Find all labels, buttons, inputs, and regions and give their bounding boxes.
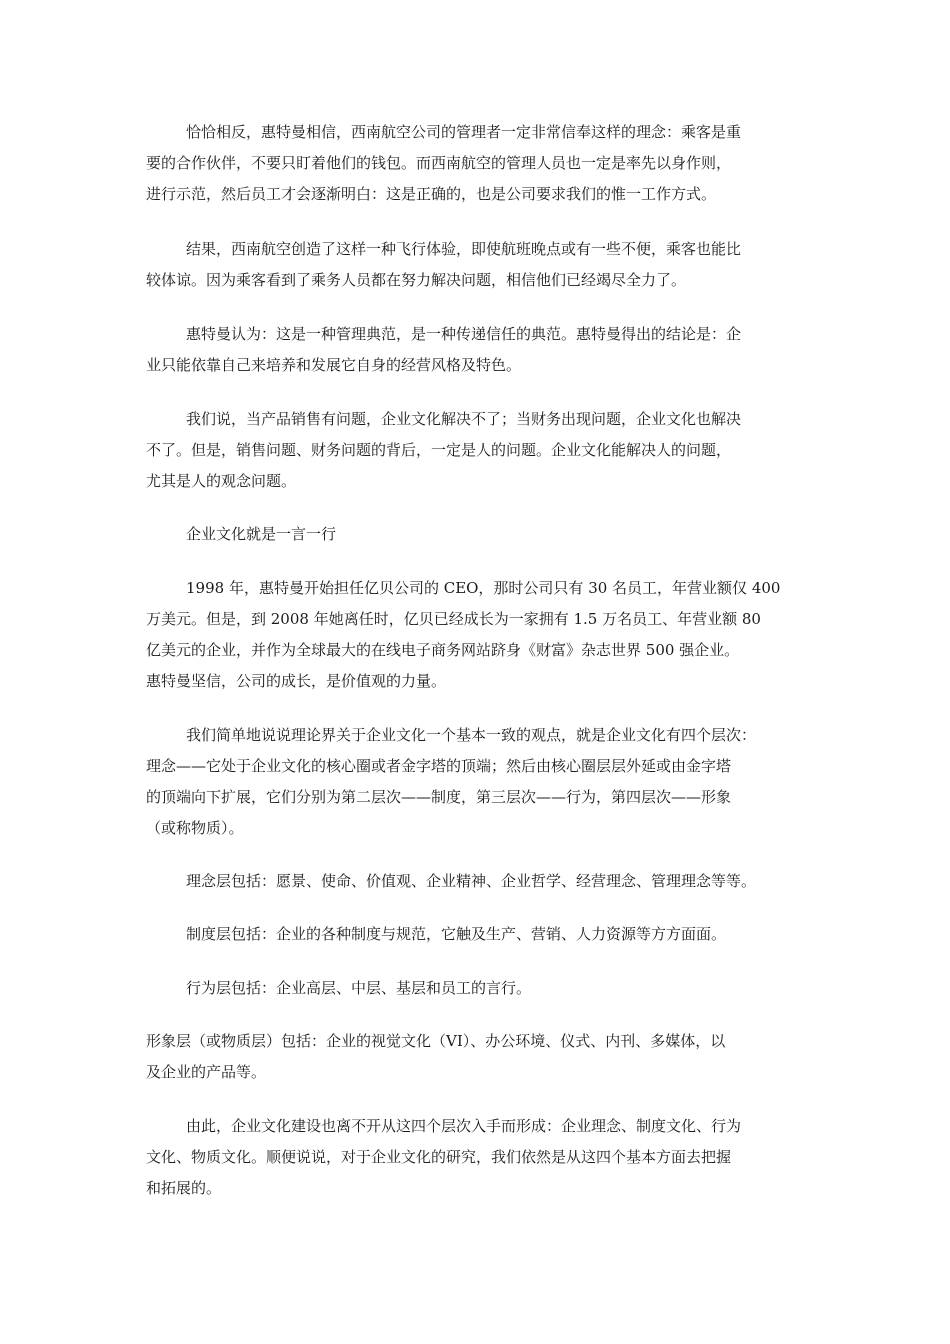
paragraph-line: 惠特曼坚信，公司的成长，是价值观的力量。	[146, 672, 447, 690]
paragraph-line: 制度层包括：企业的各种制度与规范，它触及生产、营销、人力资源等方方面面。	[186, 925, 727, 943]
paragraph-flight-experience	[146, 234, 826, 296]
paragraph-line: 亿美元的企业，并作为全球最大的在线电子商务网站跻身《财富》杂志世界 500 强企业。	[146, 641, 740, 659]
paragraph-line: 较体谅。因为乘客看到了乘务人员都在努力解决问题，相信他们已经竭尽全力了。	[146, 271, 687, 289]
paragraph-line: 和拓展的。	[146, 1179, 222, 1197]
paragraph-behavior-layer	[146, 973, 826, 1004]
paragraph-ebay-growth	[146, 573, 826, 697]
paragraph-four-layers	[146, 720, 826, 844]
paragraph-culture-solves-people	[146, 404, 826, 497]
paragraph-line: 不了。但是，销售问题、财务问题的背后，一定是人的问题。企业文化能解决人的问题，	[146, 441, 732, 459]
section-heading	[146, 519, 826, 550]
paragraph-line: 行为层包括：企业高层、中层、基层和员工的言行。	[186, 979, 532, 997]
paragraph-line: 惠特曼认为：这是一种管理典范，是一种传递信任的典范。惠特曼得出的结论是：企	[186, 325, 742, 343]
paragraph-line: 结果，西南航空创造了这样一种飞行体验，即使航班晚点或有一些不便，乘客也能比	[186, 240, 742, 258]
paragraph-culture-construction	[146, 1111, 826, 1204]
paragraph-system-layer	[146, 919, 826, 950]
paragraph-line: 万美元。但是，到 2008 年她离任时，亿贝已经成长为一家拥有 1.5 万名员工、年营业额 80	[146, 610, 761, 628]
paragraph-line: 由此，企业文化建设也离不开从这四个层次入手而形成：企业理念、制度文化、行为	[186, 1117, 742, 1135]
paragraph-concept-layer	[146, 866, 826, 897]
paragraph-line: 1998 年，惠特曼开始担任亿贝公司的 CEO，那时公司只有 30 名员工，年营业额仅 400	[186, 579, 781, 597]
paragraph-line: 尤其是人的观念问题。	[146, 472, 297, 490]
paragraph-image-layer	[146, 1026, 826, 1088]
section-heading-text: 企业文化就是一言一行	[186, 525, 337, 543]
paragraph-line: 要的合作伙伴，不要只盯着他们的钱包。而西南航空的管理人员也一定是率先以身作则，	[146, 154, 732, 172]
paragraph-line: 我们简单地说说理论界关于企业文化一个基本一致的观点，就是企业文化有四个层次：	[186, 726, 757, 744]
paragraph-line: 的顶端向下扩展，它们分别为第二层次——制度，第三层次——行为，第四层次——形象	[146, 788, 732, 806]
paragraph-line: 理念——它处于企业文化的核心圈或者金字塔的顶端；然后由核心圈层层外延或由金字塔	[146, 757, 732, 775]
paragraph-line: 进行示范，然后员工才会逐渐明白：这是正确的，也是公司要求我们的惟一工作方式。	[146, 185, 717, 203]
paragraph-line: （或称物质）。	[146, 819, 244, 837]
paragraph-southwest-philosophy	[146, 117, 826, 210]
paragraph-line: 业只能依靠自己来培养和发展它自身的经营风格及特色。	[146, 356, 522, 374]
paragraph-line: 我们说，当产品销售有问题，企业文化解决不了；当财务出现问题，企业文化也解决	[186, 410, 742, 428]
paragraph-line: 形象层（或物质层）包括：企业的视觉文化（VI）、办公环境、仪式、内刊、多媒体，以	[146, 1032, 726, 1050]
paragraph-line: 理念层包括：愿景、使命、价值观、企业精神、企业哲学、经营理念、管理理念等等。	[186, 872, 757, 890]
paragraph-line: 及企业的产品等。	[146, 1063, 267, 1081]
paragraph-line: 恰恰相反，惠特曼相信，西南航空公司的管理者一定非常信奉这样的理念：乘客是重	[186, 123, 742, 141]
paragraph-line: 文化、物质文化。顺便说说，对于企业文化的研究，我们依然是从这四个基本方面去把握	[146, 1148, 732, 1166]
paragraph-whitman-conclusion	[146, 319, 826, 381]
